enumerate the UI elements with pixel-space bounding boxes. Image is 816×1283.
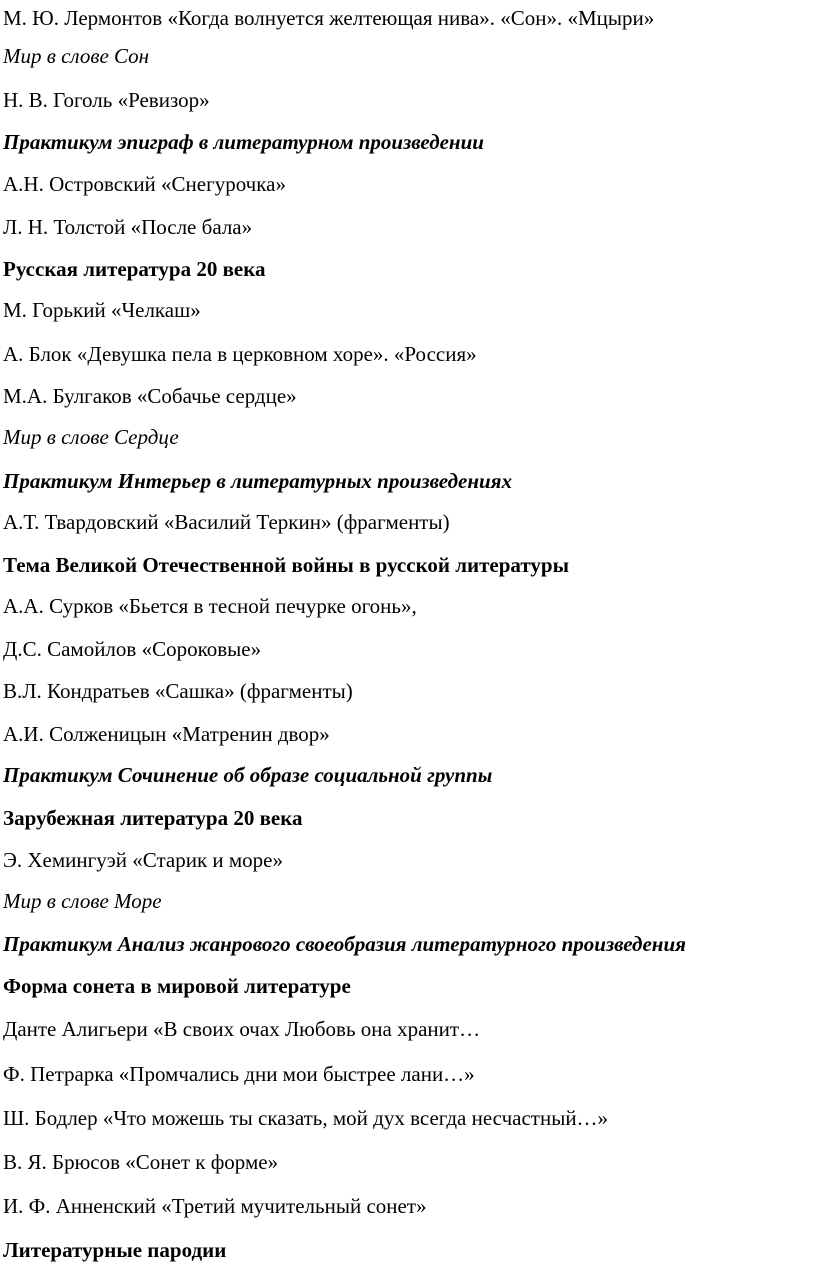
text-line: Мир в слове Сон — [3, 44, 150, 68]
text-line: Практикум Анализ жанрового своеобразия литературного произведения — [3, 932, 686, 956]
text-line: Зарубежная литература 20 века — [3, 806, 303, 830]
text-line: В.Л. Кондратьев «Сашка» (фрагменты) — [3, 679, 353, 703]
text-line: А.А. Сурков «Бьется в тесной печурке огонь», — [3, 594, 417, 618]
text-line: М. Горький «Челкаш» — [3, 298, 201, 322]
text-line: Данте Алигьери «В своих очах Любовь она хранит… — [3, 1017, 481, 1041]
text-line: А.Т. Твардовский «Василий Теркин» (фрагменты) — [3, 510, 450, 534]
text-line: Литературные пародии — [3, 1238, 227, 1262]
text-line: А.И. Солженицын «Матренин двор» — [3, 722, 330, 746]
text-line: Э. Хемингуэй «Старик и море» — [3, 848, 284, 872]
text-line: В. Я. Брюсов «Сонет к форме» — [3, 1150, 279, 1174]
text-line: Ф. Петрарка «Промчались дни мои быстрее лани…» — [3, 1062, 475, 1086]
text-line: М. Ю. Лермонтов «Когда волнуется желтеющая нива». «Сон». «Мцыри» — [3, 6, 655, 30]
text-line: Практикум эпиграф в литературном произведении — [3, 130, 484, 154]
text-line: Л. Н. Толстой «После бала» — [3, 215, 253, 239]
text-line: А. Блок «Девушка пела в церковном хоре». «Россия» — [3, 342, 477, 366]
text-line: Практикум Интерьер в литературных произведениях — [3, 469, 513, 493]
text-line: Д.С. Самойлов «Сороковые» — [3, 637, 262, 661]
text-line: Тема Великой Отечественной войны в русской литературы — [3, 553, 570, 577]
text-line: Русская литература 20 века — [3, 257, 266, 281]
text-line: И. Ф. Анненский «Третий мучительный сонет» — [3, 1194, 427, 1218]
text-line: Ш. Бодлер «Что можешь ты сказать, мой дух всегда несчастный…» — [3, 1106, 609, 1130]
text-line: А.Н. Островский «Снегурочка» — [3, 172, 286, 196]
text-line: Мир в слове Море — [3, 889, 162, 913]
text-line: Мир в слове Сердце — [3, 425, 179, 449]
text-line: М.А. Булгаков «Собачье сердце» — [3, 384, 297, 408]
text-line: Практикум Сочинение об образе социальной группы — [3, 763, 493, 787]
text-line: Форма сонета в мировой литературе — [3, 974, 351, 998]
text-line: Н. В. Гоголь «Ревизор» — [3, 88, 210, 112]
